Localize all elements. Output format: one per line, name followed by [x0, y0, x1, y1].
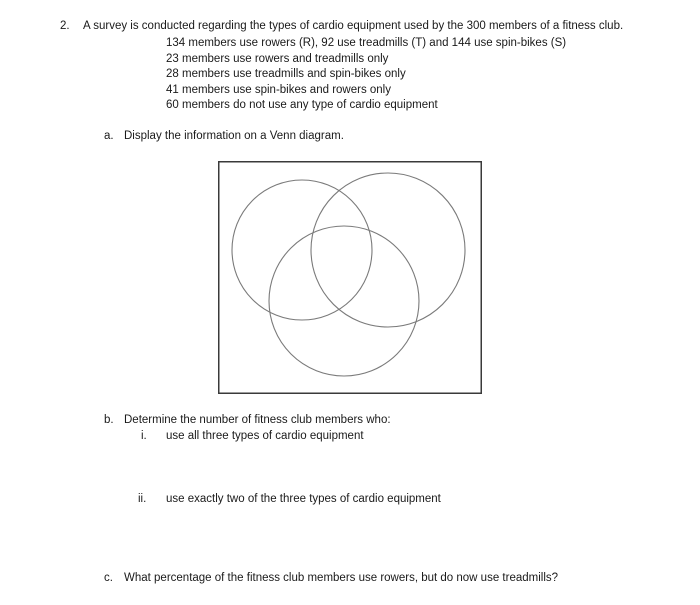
part-a-text: Display the information on a Venn diagram. — [124, 130, 344, 142]
question-intro: A survey is conducted regarding the types of cardio equipment used by the 300 members of a fitness club. — [83, 20, 624, 32]
fact-rowers-treadmills: 23 members use rowers and treadmills only — [166, 53, 389, 65]
venn-diagram — [218, 161, 482, 394]
part-b-i-text: use all three types of cardio equipment — [166, 430, 364, 442]
part-b-ii-text: use exactly two of the three types of cardio equipment — [166, 493, 441, 505]
fact-spinbikes-rowers: 41 members use spin-bikes and rowers only — [166, 84, 391, 96]
venn-circle-right — [311, 173, 465, 327]
part-b-ii-label: ii. — [138, 493, 147, 505]
part-b-label: b. — [104, 414, 114, 426]
fact-none: 60 members do not use any type of cardio equipment — [166, 99, 438, 111]
part-c-text: What percentage of the fitness club members use rowers, but do now use treadmills? — [124, 572, 559, 584]
venn-circle-bottom — [269, 226, 419, 376]
part-b-i-label: i. — [141, 430, 147, 442]
question-number: 2. — [60, 20, 70, 32]
universal-set-box — [219, 162, 482, 394]
venn-circle-left — [232, 180, 372, 320]
part-b-text: Determine the number of fitness club members who: — [124, 414, 391, 426]
part-a-label: a. — [104, 130, 114, 142]
fact-totals: 134 members use rowers (R), 92 use treadmills (T) and 144 use spin-bikes (S) — [166, 37, 567, 49]
fact-treadmills-spinbikes: 28 members use treadmills and spin-bikes only — [166, 68, 406, 80]
part-c-label: c. — [104, 572, 113, 584]
